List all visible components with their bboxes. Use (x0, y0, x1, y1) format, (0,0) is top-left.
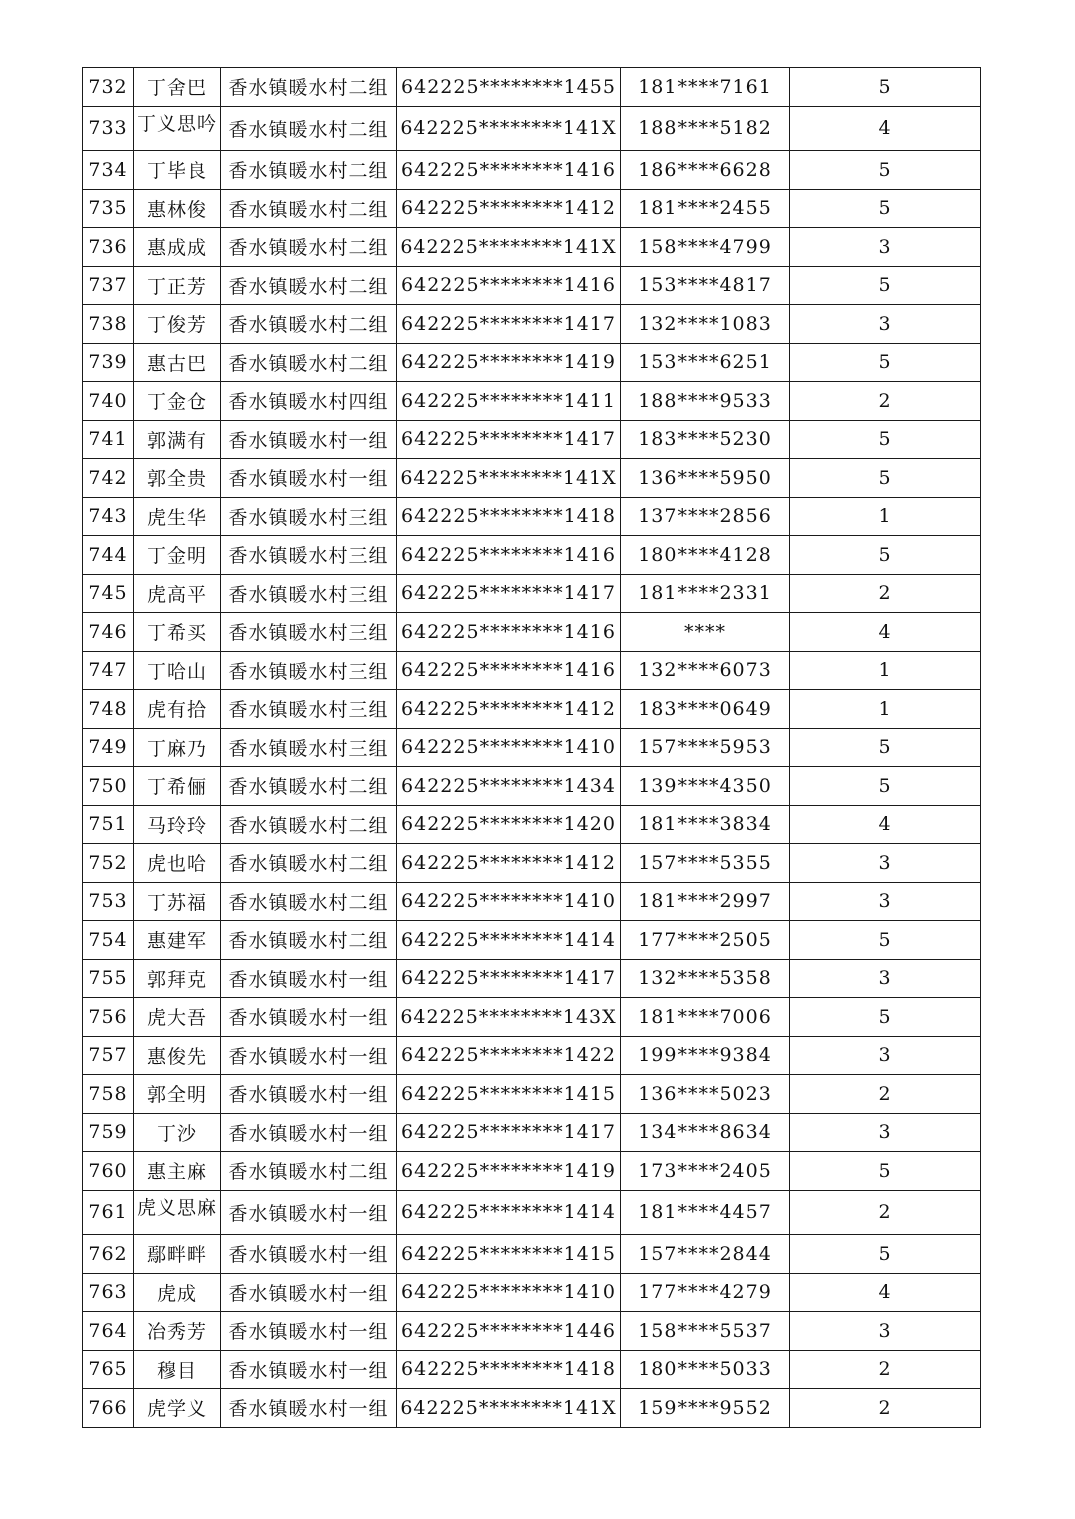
table-row (83, 189, 981, 228)
household-count-cell: 2 (790, 1075, 981, 1114)
phone-number-cell: 157****5953 (621, 728, 790, 767)
person-name-cell: 丁舍巴 (134, 68, 221, 107)
address-cell: 香水镇暖水村一组 (221, 1075, 397, 1114)
row-number-cell: 738 (83, 305, 134, 344)
household-count-cell: 5 (790, 921, 981, 960)
phone-number-cell: 181****2997 (621, 882, 790, 921)
phone-number-cell: 157****2844 (621, 1235, 790, 1274)
phone-number-cell: 188****5182 (621, 106, 790, 151)
household-count-cell: 4 (790, 613, 981, 652)
household-count-cell: 4 (790, 1273, 981, 1312)
row-number-cell: 751 (83, 805, 134, 844)
phone-number-cell: 136****5950 (621, 459, 790, 498)
address-cell: 香水镇暖水村一组 (221, 1113, 397, 1152)
household-count-cell: 5 (790, 189, 981, 228)
phone-number-cell: 188****9533 (621, 382, 790, 421)
person-name-cell: 丁希俪 (134, 767, 221, 806)
id-number-cell: 642225********1411 (397, 382, 621, 421)
table-row (83, 1152, 981, 1191)
id-number-cell: 642225********1418 (397, 1350, 621, 1389)
address-cell: 香水镇暖水村一组 (221, 1389, 397, 1428)
address-cell: 香水镇暖水村三组 (221, 497, 397, 536)
household-count-cell: 2 (790, 1190, 981, 1235)
id-number-cell: 642225********1414 (397, 921, 621, 960)
person-name-cell: 惠林俊 (134, 189, 221, 228)
row-number-cell: 758 (83, 1075, 134, 1114)
row-number-cell: 757 (83, 1036, 134, 1075)
row-number-cell: 760 (83, 1152, 134, 1191)
roster-body (83, 68, 981, 1428)
phone-number-cell: 153****4817 (621, 266, 790, 305)
id-number-cell: 642225********1416 (397, 151, 621, 190)
table-row (83, 844, 981, 883)
address-cell: 香水镇暖水村二组 (221, 882, 397, 921)
household-count-cell: 1 (790, 690, 981, 729)
table-row (83, 459, 981, 498)
address-cell: 香水镇暖水村二组 (221, 68, 397, 107)
table-row (83, 998, 981, 1037)
id-number-cell: 642225********1415 (397, 1075, 621, 1114)
person-name-cell: 丁金仓 (134, 382, 221, 421)
person-name-cell: 虎也哈 (134, 844, 221, 883)
phone-number-cell: 181****2331 (621, 574, 790, 613)
address-cell: 香水镇暖水村一组 (221, 420, 397, 459)
phone-number-cell: 159****9552 (621, 1389, 790, 1428)
household-count-cell: 2 (790, 1389, 981, 1428)
person-name-cell: 虎义思麻 (134, 1190, 221, 1235)
household-count-cell: 3 (790, 844, 981, 883)
phone-number-cell: 181****7006 (621, 998, 790, 1037)
address-cell: 香水镇暖水村一组 (221, 998, 397, 1037)
person-name-cell: 丁俊芳 (134, 305, 221, 344)
id-number-cell: 642225********141X (397, 228, 621, 267)
id-number-cell: 642225********1410 (397, 728, 621, 767)
household-count-cell: 2 (790, 1350, 981, 1389)
address-cell: 香水镇暖水村二组 (221, 266, 397, 305)
household-count-cell: 4 (790, 106, 981, 151)
row-number-cell: 742 (83, 459, 134, 498)
household-count-cell: 2 (790, 574, 981, 613)
phone-number-cell: 181****3834 (621, 805, 790, 844)
id-number-cell: 642225********1417 (397, 574, 621, 613)
phone-number-cell: 183****0649 (621, 690, 790, 729)
id-number-cell: 642225********1417 (397, 959, 621, 998)
address-cell: 香水镇暖水村二组 (221, 106, 397, 151)
address-cell: 香水镇暖水村二组 (221, 805, 397, 844)
address-cell: 香水镇暖水村一组 (221, 1036, 397, 1075)
phone-number-cell: 136****5023 (621, 1075, 790, 1114)
address-cell: 香水镇暖水村一组 (221, 959, 397, 998)
table-row (83, 228, 981, 267)
person-name-cell: 虎有拾 (134, 690, 221, 729)
address-cell: 香水镇暖水村二组 (221, 1152, 397, 1191)
id-number-cell: 642225********1412 (397, 844, 621, 883)
address-cell: 香水镇暖水村二组 (221, 844, 397, 883)
person-name-cell: 惠古巴 (134, 343, 221, 382)
table-row (83, 343, 981, 382)
row-number-cell: 743 (83, 497, 134, 536)
id-number-cell: 642225********1419 (397, 343, 621, 382)
row-number-cell: 748 (83, 690, 134, 729)
id-number-cell: 642225********1412 (397, 690, 621, 729)
table-row (83, 1350, 981, 1389)
row-number-cell: 734 (83, 151, 134, 190)
household-count-cell: 3 (790, 959, 981, 998)
table-row (83, 1075, 981, 1114)
table-row (83, 382, 981, 421)
household-count-cell: 5 (790, 266, 981, 305)
row-number-cell: 762 (83, 1235, 134, 1274)
id-number-cell: 642225********1418 (397, 497, 621, 536)
person-name-cell: 惠主麻 (134, 1152, 221, 1191)
person-name-cell: 冶秀芳 (134, 1312, 221, 1351)
id-number-cell: 642225********1412 (397, 189, 621, 228)
id-number-cell: 642225********1422 (397, 1036, 621, 1075)
table-row (83, 1190, 981, 1235)
household-count-cell: 1 (790, 497, 981, 536)
phone-number-cell: 132****6073 (621, 651, 790, 690)
person-name-cell: 丁沙 (134, 1113, 221, 1152)
household-count-cell: 3 (790, 1036, 981, 1075)
address-cell: 香水镇暖水村一组 (221, 1235, 397, 1274)
address-cell: 香水镇暖水村二组 (221, 228, 397, 267)
table-row (83, 497, 981, 536)
row-number-cell: 755 (83, 959, 134, 998)
person-name-cell: 丁毕良 (134, 151, 221, 190)
phone-number-cell: 173****2405 (621, 1152, 790, 1191)
person-name-cell: 丁正芳 (134, 266, 221, 305)
row-number-cell: 739 (83, 343, 134, 382)
row-number-cell: 736 (83, 228, 134, 267)
id-number-cell: 642225********1417 (397, 420, 621, 459)
person-name-cell: 马玲玲 (134, 805, 221, 844)
person-name-cell: 惠成成 (134, 228, 221, 267)
row-number-cell: 766 (83, 1389, 134, 1428)
table-row (83, 1273, 981, 1312)
person-name-cell: 穆目 (134, 1350, 221, 1389)
id-number-cell: 642225********1446 (397, 1312, 621, 1351)
phone-number-cell: 181****7161 (621, 68, 790, 107)
id-number-cell: 642225********1416 (397, 613, 621, 652)
table-row (83, 1113, 981, 1152)
id-number-cell: 642225********1417 (397, 1113, 621, 1152)
person-name-cell: 虎成 (134, 1273, 221, 1312)
table-row (83, 266, 981, 305)
household-count-cell: 5 (790, 536, 981, 575)
person-name-cell: 郭满有 (134, 420, 221, 459)
person-name-cell: 鄢畔畔 (134, 1235, 221, 1274)
household-count-cell: 3 (790, 1312, 981, 1351)
person-name-cell: 惠俊先 (134, 1036, 221, 1075)
address-cell: 香水镇暖水村一组 (221, 459, 397, 498)
row-number-cell: 741 (83, 420, 134, 459)
phone-number-cell: 158****5537 (621, 1312, 790, 1351)
id-number-cell: 642225********1415 (397, 1235, 621, 1274)
person-name-cell: 惠建军 (134, 921, 221, 960)
id-number-cell: 642225********141X (397, 1389, 621, 1428)
phone-number-cell: 132****1083 (621, 305, 790, 344)
household-count-cell: 5 (790, 767, 981, 806)
address-cell: 香水镇暖水村三组 (221, 690, 397, 729)
row-number-cell: 752 (83, 844, 134, 883)
table-row (83, 805, 981, 844)
table-row (83, 1036, 981, 1075)
household-count-cell: 5 (790, 1152, 981, 1191)
household-count-cell: 5 (790, 1235, 981, 1274)
address-cell: 香水镇暖水村二组 (221, 343, 397, 382)
address-cell: 香水镇暖水村二组 (221, 305, 397, 344)
row-number-cell: 754 (83, 921, 134, 960)
person-name-cell: 虎学义 (134, 1389, 221, 1428)
id-number-cell: 642225********141X (397, 459, 621, 498)
phone-number-cell: 180****4128 (621, 536, 790, 575)
household-count-cell: 3 (790, 228, 981, 267)
row-number-cell: 746 (83, 613, 134, 652)
phone-number-cell: 183****5230 (621, 420, 790, 459)
address-cell: 香水镇暖水村三组 (221, 536, 397, 575)
table-row (83, 613, 981, 652)
household-count-cell: 5 (790, 343, 981, 382)
table-row (83, 959, 981, 998)
row-number-cell: 753 (83, 882, 134, 921)
id-number-cell: 642225********1414 (397, 1190, 621, 1235)
table-row (83, 151, 981, 190)
person-name-cell: 丁金明 (134, 536, 221, 575)
person-name-cell: 丁哈山 (134, 651, 221, 690)
table-row (83, 68, 981, 107)
household-count-cell: 3 (790, 1113, 981, 1152)
person-name-cell: 郭拜克 (134, 959, 221, 998)
row-number-cell: 740 (83, 382, 134, 421)
table-row (83, 767, 981, 806)
phone-number-cell: 177****4279 (621, 1273, 790, 1312)
table-row (83, 536, 981, 575)
address-cell: 香水镇暖水村一组 (221, 1273, 397, 1312)
phone-number-cell: 186****6628 (621, 151, 790, 190)
address-cell: 香水镇暖水村三组 (221, 651, 397, 690)
household-count-cell: 1 (790, 651, 981, 690)
id-number-cell: 642225********1455 (397, 68, 621, 107)
row-number-cell: 750 (83, 767, 134, 806)
id-number-cell: 642225********1419 (397, 1152, 621, 1191)
household-count-cell: 5 (790, 68, 981, 107)
row-number-cell: 765 (83, 1350, 134, 1389)
phone-number-cell: 199****9384 (621, 1036, 790, 1075)
id-number-cell: 642225********1410 (397, 882, 621, 921)
row-number-cell: 733 (83, 106, 134, 151)
id-number-cell: 642225********143X (397, 998, 621, 1037)
address-cell: 香水镇暖水村二组 (221, 767, 397, 806)
household-count-cell: 5 (790, 459, 981, 498)
table-row (83, 1312, 981, 1351)
household-count-cell: 5 (790, 728, 981, 767)
phone-number-cell: 158****4799 (621, 228, 790, 267)
phone-number-cell: 181****4457 (621, 1190, 790, 1235)
id-number-cell: 642225********1420 (397, 805, 621, 844)
row-number-cell: 744 (83, 536, 134, 575)
row-number-cell: 749 (83, 728, 134, 767)
table-row (83, 921, 981, 960)
id-number-cell: 642225********1417 (397, 305, 621, 344)
id-number-cell: 642225********1416 (397, 266, 621, 305)
household-count-cell: 5 (790, 420, 981, 459)
table-row (83, 106, 981, 151)
row-number-cell: 759 (83, 1113, 134, 1152)
id-number-cell: 642225********1434 (397, 767, 621, 806)
address-cell: 香水镇暖水村一组 (221, 1190, 397, 1235)
table-row (83, 1235, 981, 1274)
table-row (83, 1389, 981, 1428)
row-number-cell: 761 (83, 1190, 134, 1235)
id-number-cell: 642225********1416 (397, 651, 621, 690)
roster-table (82, 67, 981, 1428)
table-row (83, 574, 981, 613)
address-cell: 香水镇暖水村四组 (221, 382, 397, 421)
phone-number-cell: 177****2505 (621, 921, 790, 960)
household-count-cell: 4 (790, 805, 981, 844)
row-number-cell: 747 (83, 651, 134, 690)
address-cell: 香水镇暖水村三组 (221, 613, 397, 652)
address-cell: 香水镇暖水村一组 (221, 1312, 397, 1351)
address-cell: 香水镇暖水村一组 (221, 1350, 397, 1389)
phone-number-cell: **** (621, 613, 790, 652)
person-name-cell: 虎高平 (134, 574, 221, 613)
table-row (83, 690, 981, 729)
address-cell: 香水镇暖水村三组 (221, 574, 397, 613)
address-cell: 香水镇暖水村二组 (221, 151, 397, 190)
row-number-cell: 763 (83, 1273, 134, 1312)
table-row (83, 305, 981, 344)
phone-number-cell: 137****2856 (621, 497, 790, 536)
household-count-cell: 3 (790, 305, 981, 344)
household-count-cell: 5 (790, 151, 981, 190)
table-row (83, 882, 981, 921)
person-name-cell: 郭全贵 (134, 459, 221, 498)
person-name-cell: 虎大吾 (134, 998, 221, 1037)
person-name-cell: 郭全明 (134, 1075, 221, 1114)
row-number-cell: 764 (83, 1312, 134, 1351)
phone-number-cell: 132****5358 (621, 959, 790, 998)
id-number-cell: 642225********141X (397, 106, 621, 151)
household-count-cell: 3 (790, 882, 981, 921)
id-number-cell: 642225********1416 (397, 536, 621, 575)
phone-number-cell: 180****5033 (621, 1350, 790, 1389)
row-number-cell: 756 (83, 998, 134, 1037)
row-number-cell: 732 (83, 68, 134, 107)
person-name-cell: 丁义思吟 (134, 106, 221, 151)
household-count-cell: 2 (790, 382, 981, 421)
table-row (83, 651, 981, 690)
row-number-cell: 745 (83, 574, 134, 613)
table-row (83, 420, 981, 459)
phone-number-cell: 134****8634 (621, 1113, 790, 1152)
address-cell: 香水镇暖水村二组 (221, 189, 397, 228)
person-name-cell: 丁希买 (134, 613, 221, 652)
row-number-cell: 737 (83, 266, 134, 305)
phone-number-cell: 181****2455 (621, 189, 790, 228)
phone-number-cell: 153****6251 (621, 343, 790, 382)
address-cell: 香水镇暖水村三组 (221, 728, 397, 767)
person-name-cell: 丁麻乃 (134, 728, 221, 767)
phone-number-cell: 157****5355 (621, 844, 790, 883)
address-cell: 香水镇暖水村二组 (221, 921, 397, 960)
person-name-cell: 丁苏福 (134, 882, 221, 921)
phone-number-cell: 139****4350 (621, 767, 790, 806)
id-number-cell: 642225********1410 (397, 1273, 621, 1312)
household-count-cell: 5 (790, 998, 981, 1037)
table-row (83, 728, 981, 767)
person-name-cell: 虎生华 (134, 497, 221, 536)
row-number-cell: 735 (83, 189, 134, 228)
